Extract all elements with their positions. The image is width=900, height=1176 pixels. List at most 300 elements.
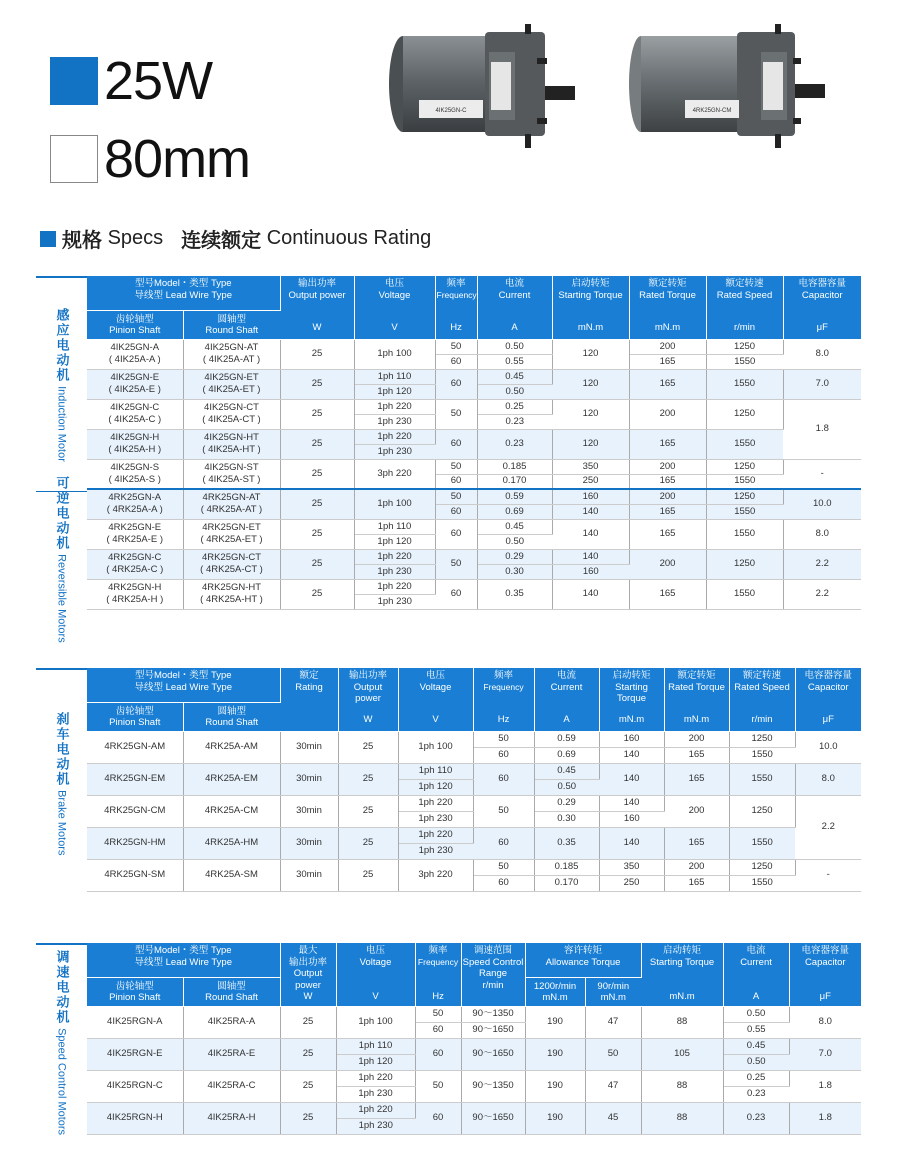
torque-1200: 190 (525, 1038, 585, 1070)
table-row (87, 763, 861, 779)
header-text: mN.m (618, 714, 645, 725)
torque-1200: 190 (525, 1070, 585, 1102)
rated-torque: 165 (664, 763, 729, 795)
starting-torque: 140 (599, 795, 664, 811)
header-text: ( 4IK25A-CT ) (202, 414, 261, 425)
header-text: mN.m (669, 991, 695, 1002)
spec-table (87, 943, 861, 1135)
max-output-power: 25 (280, 1070, 336, 1102)
frequency: 60 (435, 354, 477, 369)
capacitor: 8.0 (789, 1006, 861, 1038)
voltage: 1ph 230 (336, 1118, 415, 1134)
header-text: 输出功率 (349, 670, 388, 681)
header-text: Starting Torque (649, 956, 715, 968)
max-output-power: 25 (280, 1038, 336, 1070)
output-power: 25 (280, 489, 354, 519)
header-text: Round Shaft (205, 325, 259, 336)
side-en: Speed Control Motors (55, 1028, 68, 1136)
round-model: 4IK25RA-H (183, 1102, 280, 1134)
voltage: 1ph 110 (398, 763, 473, 779)
starting-torque: 350 (552, 459, 629, 474)
header-text: Voltage (359, 956, 392, 968)
header-text: r/min (733, 322, 756, 333)
side-en: Induction Motor (55, 385, 68, 462)
output-power: 25 (280, 399, 354, 429)
header-text: Rated Speed (734, 681, 790, 693)
rating: 30min (280, 827, 338, 859)
header-text: mN.m (542, 992, 568, 1003)
header-text: V (372, 991, 379, 1002)
round-model: 4RK25A-SM (183, 859, 280, 891)
header-frequency (473, 668, 534, 731)
header-text: 1200r/min (533, 980, 577, 992)
header-rated-speed (706, 276, 783, 339)
frequency: 50 (435, 339, 477, 354)
table-row (87, 459, 861, 474)
rated-torque: 200 (664, 731, 729, 747)
header-current (723, 943, 789, 1006)
header-text: 电压 (385, 278, 405, 289)
header-text (797, 670, 861, 714)
starting-torque: 88 (641, 1070, 723, 1102)
header-current (534, 668, 599, 731)
header-text: Allowance Torque (545, 956, 621, 968)
voltage: 3ph 220 (354, 459, 435, 489)
header-text (631, 278, 705, 322)
voltage: 1ph 220 (336, 1070, 415, 1086)
header-text: Current (550, 681, 583, 693)
max-output-power: 25 (280, 1102, 336, 1134)
capacitor: 2.2 (783, 549, 861, 579)
rating: 30min (280, 763, 338, 795)
table-row (87, 1070, 861, 1086)
capacitor: 1.8 (783, 399, 861, 459)
round-model: 4IK25RA-A (183, 1006, 280, 1038)
header-text: Current (498, 289, 531, 301)
frequency: 60 (415, 1102, 461, 1134)
capacitor: 2.2 (795, 795, 861, 859)
current: 0.170 (477, 474, 552, 489)
table-row (87, 795, 861, 811)
header-max-power (280, 943, 336, 1006)
header-text: 4IK25GN-A (110, 342, 160, 353)
header-text: Output power (288, 289, 346, 301)
capacitor: 8.0 (795, 763, 861, 795)
spec-table (87, 668, 861, 892)
round-model (183, 549, 280, 579)
header-rated-speed (729, 668, 795, 731)
header-text: 额定转速 (725, 278, 764, 289)
rated-torque: 165 (664, 827, 729, 859)
header-text: 型号Model・类型 Type (134, 670, 232, 681)
voltage: 1ph 110 (354, 519, 435, 534)
header-text: 4RK25GN-C (108, 552, 162, 563)
voltage: 1ph 120 (354, 534, 435, 549)
header-text: ( 4RK25A-AT ) (200, 504, 263, 516)
starting-torque: 120 (552, 429, 629, 459)
table-row (87, 859, 861, 875)
pinion-model (87, 399, 183, 429)
header-text: 4IK25GN-ET (204, 372, 259, 383)
header-text: 齿轮轴型 (115, 313, 154, 325)
header-text: Pinion Shaft (109, 717, 161, 728)
starting-torque: 160 (599, 731, 664, 747)
side-label-speed (36, 943, 87, 1141)
pinion-model (87, 339, 183, 369)
header-text: 最大 (298, 945, 318, 956)
side-en: Reversible Motors (55, 553, 68, 643)
header-text (731, 670, 794, 714)
header-round (183, 310, 280, 339)
spec-table (87, 276, 861, 610)
rated-speed: 1250 (706, 489, 783, 504)
current: 0.55 (477, 354, 552, 369)
header-text: 4RK25GN-H (108, 582, 162, 593)
header-text: 4IK25GN-AT (204, 342, 259, 353)
header-capacitor (789, 943, 861, 1006)
header-text: Starting Torque (615, 681, 648, 704)
rated-speed: 1550 (729, 763, 795, 795)
rating-cn: 连续额定 (181, 230, 262, 252)
current: 0.59 (477, 489, 552, 504)
current: 0.170 (534, 875, 599, 891)
starting-torque: 250 (599, 875, 664, 891)
table-row (87, 1006, 861, 1022)
header-round (183, 977, 280, 1006)
capacitor: - (795, 859, 861, 891)
pinion-model: 4RK25GN-AM (87, 731, 183, 763)
frequency: 50 (435, 489, 477, 504)
motor-nameplate-1: 4IK25GN-C (435, 108, 467, 114)
capacitor: 1.8 (789, 1102, 861, 1134)
header-text: 齿轮轴型 (115, 705, 154, 717)
header-text: 额定转速 (743, 670, 782, 681)
header-text: A (752, 991, 760, 1002)
voltage: 1ph 120 (336, 1054, 415, 1070)
header-text (400, 670, 472, 714)
round-model: 4IK25RA-C (183, 1070, 280, 1102)
header-text: 电流 (557, 670, 577, 681)
header-text: 4RK25GN-CT (201, 552, 262, 563)
header-text: r/min (482, 979, 504, 991)
capacitor: - (783, 459, 861, 489)
voltage: 1ph 230 (354, 444, 435, 459)
current: 0.50 (534, 779, 599, 795)
current: 0.23 (477, 429, 552, 459)
rated-speed: 1550 (706, 429, 783, 459)
header-text (643, 945, 722, 991)
output-power: 25 (280, 369, 354, 399)
voltage: 1ph 220 (336, 1102, 415, 1118)
rating-en: Continuous Rating (266, 227, 432, 249)
table-row (87, 369, 861, 384)
header-starting-torque (552, 276, 629, 339)
current: 0.69 (534, 747, 599, 763)
header-text (356, 278, 434, 322)
current: 0.23 (477, 414, 552, 429)
frequency: 50 (415, 1070, 461, 1102)
pinion-model: 4RK25GN-HM (87, 827, 183, 859)
pinion-model (87, 489, 183, 519)
speed-range: 90～1650 (461, 1102, 525, 1134)
voltage: 1ph 230 (354, 564, 435, 579)
rated-speed: 1250 (729, 731, 795, 747)
current: 0.45 (534, 763, 599, 779)
frequency: 60 (435, 429, 477, 459)
side-en: Brake Motors (55, 789, 68, 856)
header-text: Rated Speed (716, 289, 773, 301)
frequency: 50 (473, 795, 534, 827)
header-text: 输出功率 (289, 956, 328, 968)
header-text: 启动转矩 (612, 670, 651, 681)
header-text: μF (819, 991, 831, 1002)
header-text (601, 670, 663, 714)
frequency: 60 (473, 763, 534, 795)
header-voltage (398, 668, 473, 731)
pinion-model (87, 549, 183, 579)
header-text: mN.m (683, 714, 710, 725)
header-text: 4IK25GN-E (110, 372, 160, 383)
rated-speed: 1550 (729, 875, 795, 891)
pinion-model (87, 369, 183, 399)
header-frequency (415, 943, 461, 1006)
rated-speed: 1250 (706, 399, 783, 429)
header-text: ( 4IK25A-HT ) (202, 444, 261, 455)
frequency: 60 (415, 1038, 461, 1070)
max-output-power: 25 (280, 1006, 336, 1038)
starting-torque: 140 (552, 504, 629, 519)
header-text: ( 4RK25A-E ) (106, 534, 163, 545)
header-text: mN.m (600, 992, 626, 1003)
starting-torque: 140 (552, 579, 629, 609)
round-model (183, 369, 280, 399)
header-text: A (511, 322, 518, 333)
header-text: Rated Torque (639, 289, 696, 301)
rated-torque: 165 (629, 504, 706, 519)
voltage: 1ph 220 (354, 549, 435, 564)
header-text: 4IK25GN-HT (204, 432, 259, 443)
capacitor: 8.0 (783, 339, 861, 369)
rated-torque: 200 (629, 339, 706, 354)
header-text: ( 4IK25A-A ) (108, 354, 161, 365)
side-cn: 可逆电动机 (54, 475, 70, 551)
header-text: Hz (497, 714, 510, 725)
header-text: 4IK25GN-S (110, 461, 160, 473)
pinion-model: 4RK25GN-SM (87, 859, 183, 891)
header-voltage (336, 943, 415, 1006)
header-text: Starting Torque (558, 289, 623, 301)
frequency: 60 (435, 369, 477, 399)
voltage: 1ph 230 (398, 843, 473, 859)
starting-torque: 120 (552, 369, 629, 399)
output-power: 25 (280, 339, 354, 369)
header-text: 电容器容量 (804, 670, 853, 681)
header-text: ( 4RK25A-H ) (106, 594, 164, 605)
pinion-model (87, 519, 183, 549)
header-text (536, 670, 598, 714)
side-cn: 刹车电动机 (54, 711, 70, 787)
header-text: 4RK25GN-HT (201, 582, 262, 593)
starting-torque: 160 (599, 811, 664, 827)
header-pinion (87, 977, 183, 1006)
round-model: 4RK25A-HM (183, 827, 280, 859)
header-text: 频率 (428, 945, 448, 956)
header-power (280, 276, 354, 339)
starting-torque: 140 (599, 763, 664, 795)
voltage: 1ph 230 (354, 594, 435, 609)
speed-range: 90～1350 (461, 1006, 525, 1022)
current: 0.185 (534, 859, 599, 875)
header-at-1200 (525, 977, 585, 1006)
header-text: 调速范围 (474, 945, 513, 956)
header-text: 电容器容量 (798, 278, 847, 289)
rated-speed: 1550 (706, 474, 783, 489)
voltage: 1ph 220 (398, 795, 473, 811)
output-power: 25 (280, 519, 354, 549)
rated-torque: 165 (629, 519, 706, 549)
header-text: Output power (293, 968, 323, 991)
rated-speed: 1550 (706, 354, 783, 369)
header-text: 型号Model・类型 Type (134, 278, 232, 289)
current: 0.45 (477, 519, 552, 534)
torque-90: 50 (585, 1038, 641, 1070)
voltage: 1ph 100 (354, 339, 435, 369)
header-rated-torque (664, 668, 729, 731)
specs-cn: 规格 (62, 230, 102, 252)
header-text: ( 4RK25A-C ) (106, 564, 164, 575)
output-power: 25 (280, 549, 354, 579)
rated-torque: 200 (664, 859, 729, 875)
header-text: 型号Model・类型 Type (134, 945, 232, 956)
header-text: 4RK25GN-AT (202, 492, 261, 504)
rated-torque: 165 (629, 369, 706, 399)
torque-90: 47 (585, 1070, 641, 1102)
rated-torque: 165 (629, 354, 706, 369)
round-model (183, 399, 280, 429)
table-row (87, 519, 861, 534)
header-text: ( 4IK25A-E ) (108, 384, 161, 395)
header-capacitor (783, 276, 861, 339)
voltage: 3ph 220 (398, 859, 473, 891)
header-starting-torque (641, 943, 723, 1006)
header-text: 导线型 Lead Wire Type (134, 681, 233, 693)
pinion-model (87, 429, 183, 459)
round-model: 4RK25A-AM (183, 731, 280, 763)
header-pinion (87, 702, 183, 731)
header-text: 启动转矩 (571, 278, 610, 289)
header-text: 4IK25GN-CT (204, 402, 259, 413)
torque-90: 45 (585, 1102, 641, 1134)
header-text (475, 670, 533, 714)
current: 0.30 (477, 564, 552, 579)
round-model (183, 459, 280, 489)
rated-torque: 165 (629, 429, 706, 459)
torque-1200: 190 (525, 1102, 585, 1134)
current: 0.55 (723, 1022, 789, 1038)
voltage: 1ph 120 (354, 384, 435, 399)
size-label: 80mm (104, 129, 251, 189)
pinion-model (87, 579, 183, 609)
frequency: 50 (473, 731, 534, 747)
header-text: mN.m (577, 322, 604, 333)
voltage: 1ph 230 (354, 414, 435, 429)
torque-1200: 190 (525, 1006, 585, 1038)
side-label-induction (36, 276, 87, 491)
header-text: Speed Control Range (462, 956, 524, 979)
table-row (87, 579, 861, 594)
output-power: 25 (280, 429, 354, 459)
header-text (725, 945, 788, 991)
motor-nameplate-2: 4RK25GN-CM (692, 108, 732, 114)
starting-torque: 105 (641, 1038, 723, 1070)
header-text: 4IK25GN-ST (204, 461, 259, 473)
header-text: 电压 (426, 670, 446, 681)
pinion-model: 4IK25RGN-E (87, 1038, 183, 1070)
header-text (338, 945, 414, 991)
output-power: 25 (280, 459, 354, 489)
header-text: Hz (432, 991, 444, 1002)
table-row (87, 429, 861, 444)
pinion-model: 4RK25GN-EM (87, 763, 183, 795)
capacitor: 8.0 (783, 519, 861, 549)
current: 0.69 (477, 504, 552, 519)
header-text: ( 4IK25A-S ) (108, 473, 161, 485)
header-text: 齿轮轴型 (115, 980, 154, 992)
capacitor: 10.0 (783, 489, 861, 519)
pinion-model: 4IK25RGN-A (87, 1006, 183, 1038)
header-text (282, 670, 337, 714)
speed-range: 90～1650 (461, 1038, 525, 1070)
header-text: 电流 (746, 945, 766, 956)
rating: 30min (280, 795, 338, 827)
header-text: Round Shaft (205, 717, 259, 728)
header-text: 电容器容量 (801, 945, 850, 956)
header-text: Capacitor (807, 681, 849, 693)
header-power (338, 668, 398, 731)
rated-speed: 1550 (706, 504, 783, 519)
current: 0.35 (534, 827, 599, 859)
rated-torque: 200 (664, 795, 729, 827)
header-text: ( 4RK25A-CT ) (200, 564, 263, 575)
header-text: r/min (751, 714, 773, 725)
header-text: Output power (353, 681, 383, 704)
output-power: 25 (338, 859, 398, 891)
pinion-model: 4IK25RGN-H (87, 1102, 183, 1134)
header-text (282, 278, 353, 322)
header-text: ( 4IK25A-ST ) (202, 473, 261, 485)
current: 0.45 (477, 369, 552, 384)
starting-torque: 140 (552, 549, 629, 564)
motor-image-induction (385, 22, 590, 150)
header-voltage (354, 276, 435, 339)
rated-torque: 165 (664, 747, 729, 763)
table-row (87, 399, 861, 414)
header-allowance-torque (525, 943, 641, 977)
rated-torque: 200 (629, 549, 706, 579)
header-text: Pinion Shaft (109, 325, 161, 336)
header-round (183, 702, 280, 731)
starting-torque: 120 (552, 339, 629, 369)
side-label-reversible (36, 475, 87, 643)
rated-speed: 1250 (706, 459, 783, 474)
header-text: Rating (295, 681, 323, 693)
rating: 30min (280, 859, 338, 891)
header-text (417, 945, 460, 991)
header-text: ( 4IK25A-AT ) (202, 354, 261, 365)
round-model (183, 489, 280, 519)
header-rated-torque (629, 276, 706, 339)
header-text: ( 4IK25A-ET ) (202, 384, 261, 395)
